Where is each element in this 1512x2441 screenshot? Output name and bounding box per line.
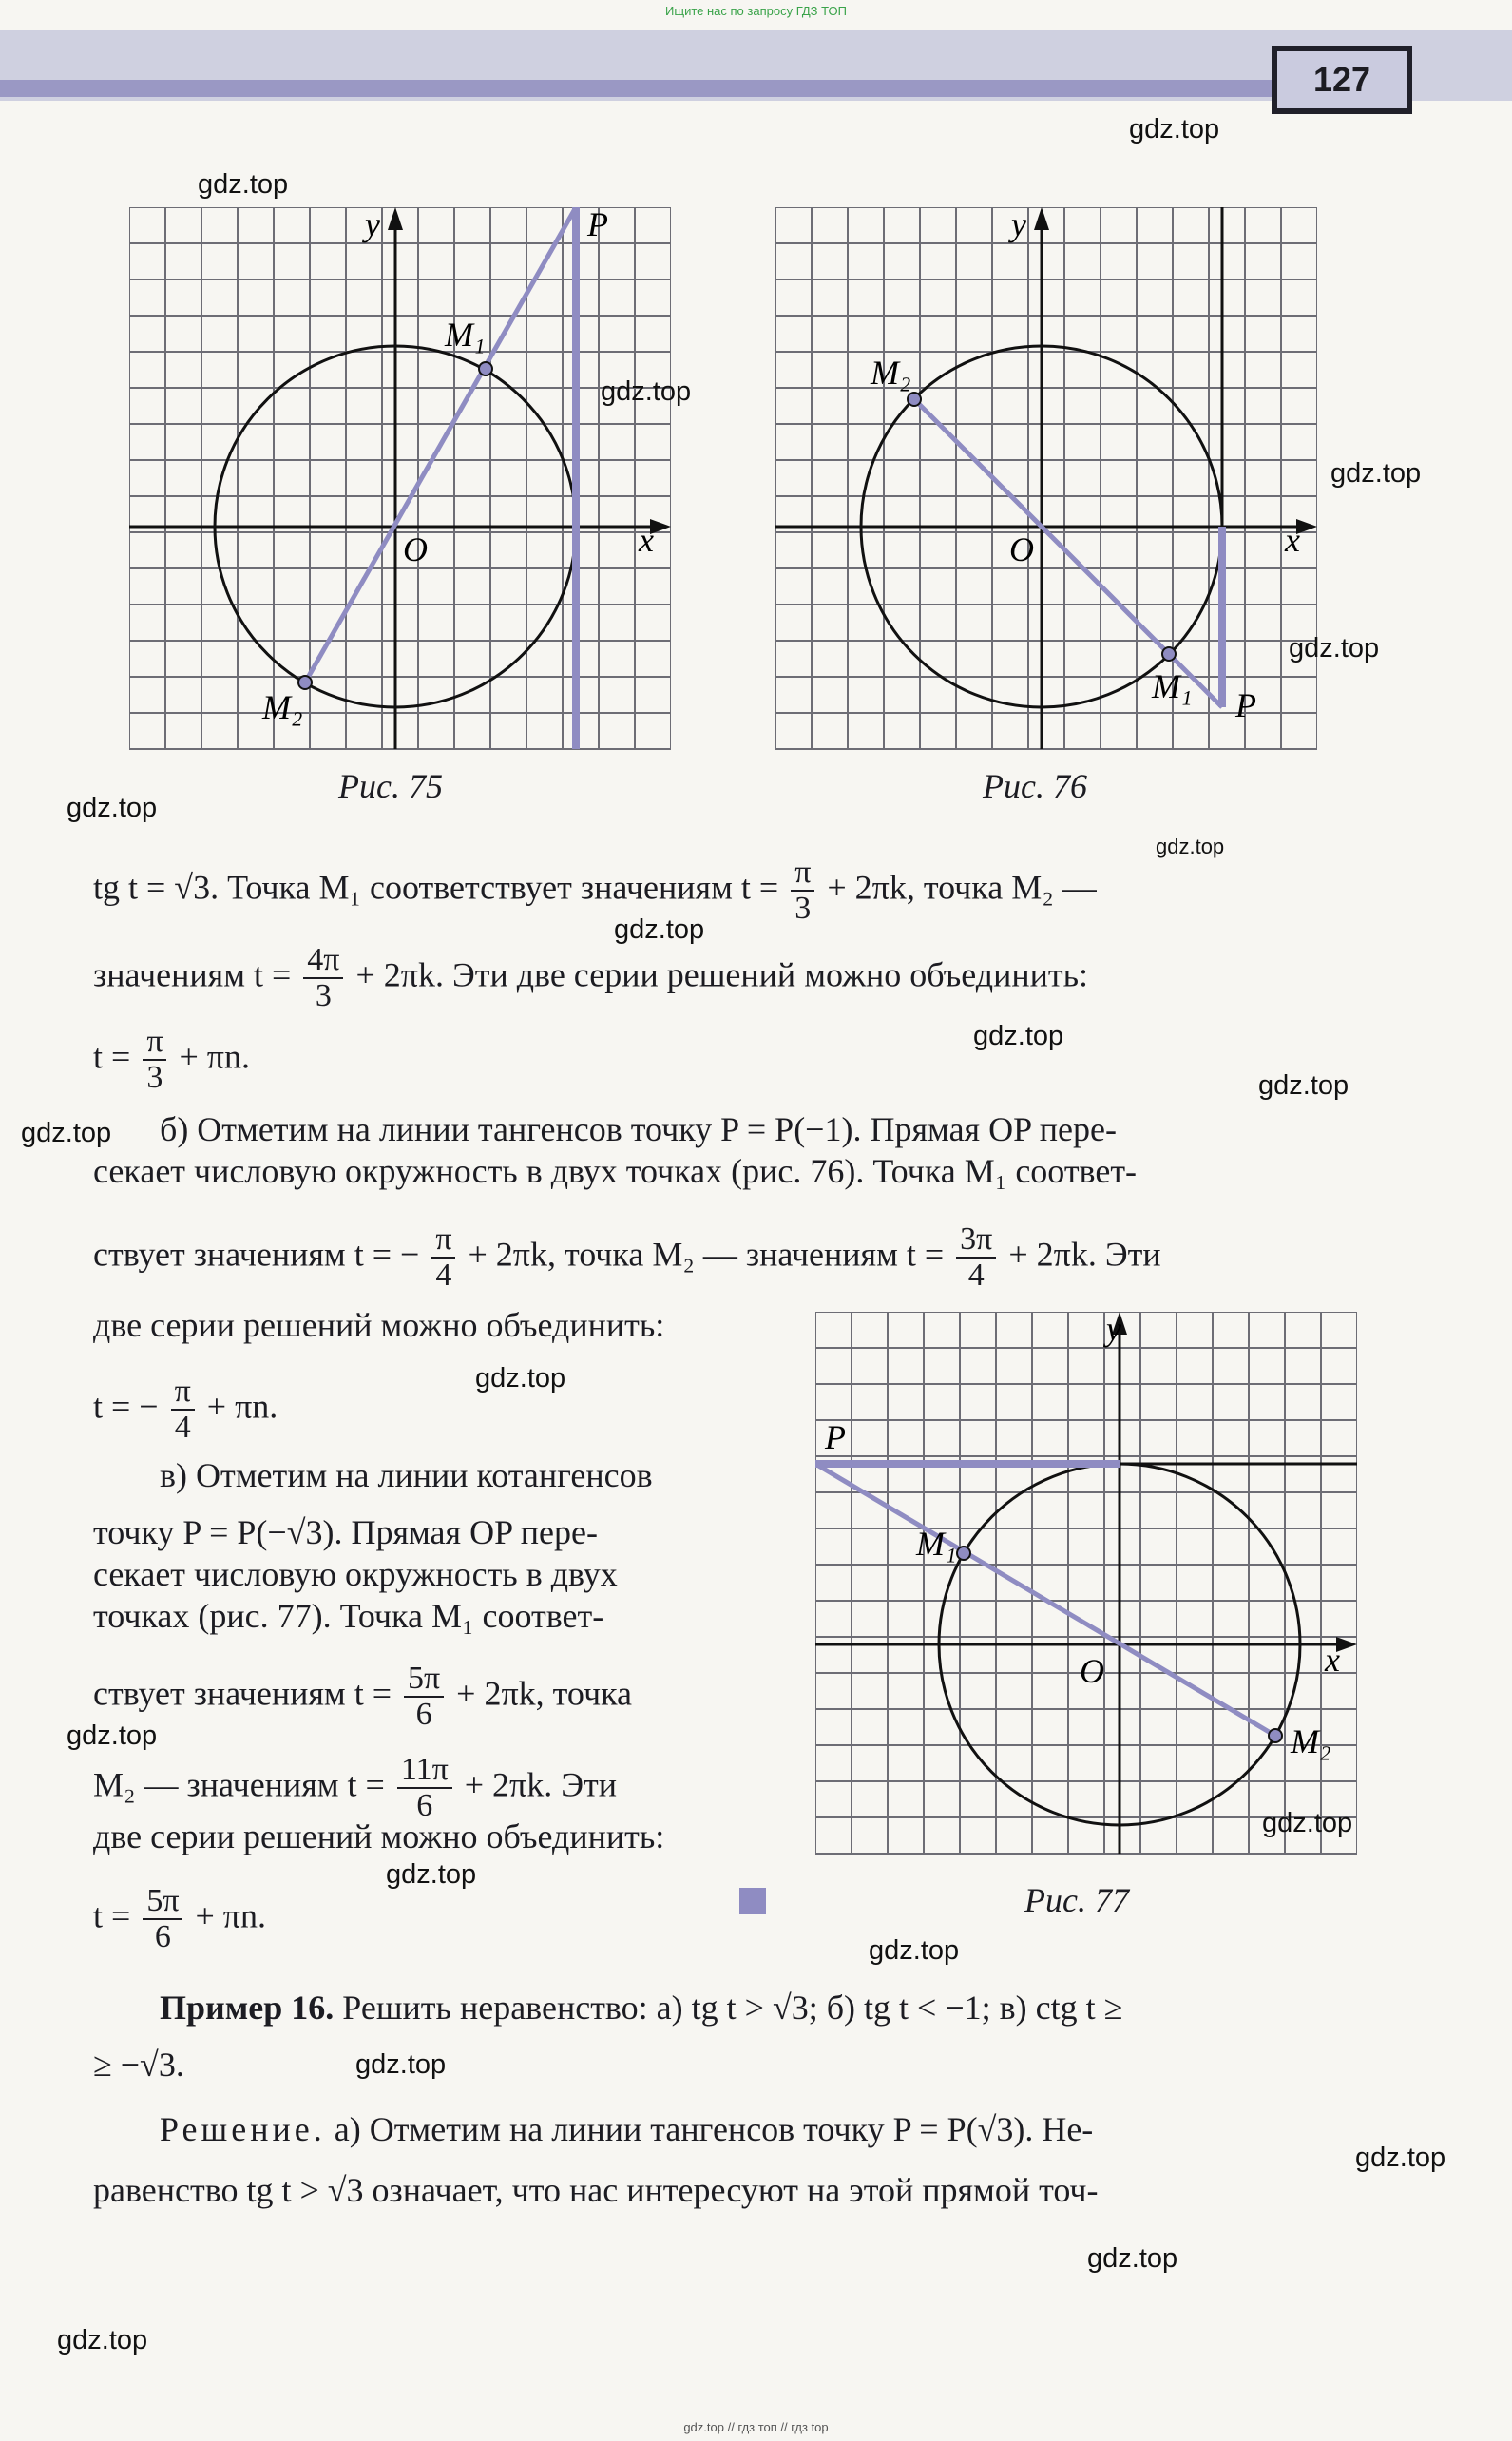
figure-77 bbox=[815, 1312, 1357, 1863]
solution-line-2: равенство tg t > √3 означает, что нас интересуют на этой прямой точ- bbox=[93, 2171, 1099, 2209]
text-line-13: ствует значениям t = $\frac{5\pi}{6}$ + 2πk, точка bbox=[93, 1661, 633, 1732]
watermark: gdz.top bbox=[614, 914, 705, 945]
text-line-15: две серии решений можно объединить: bbox=[93, 1817, 665, 1855]
watermark: gdz.top bbox=[1129, 114, 1220, 144]
watermark: gdz.top bbox=[973, 1021, 1064, 1051]
text-line-5: секает числовую окружность в двух точках (рис. 76). Точка M₁ соответ- bbox=[93, 1152, 1138, 1190]
x-label: x bbox=[1285, 521, 1300, 559]
grid bbox=[815, 1312, 1357, 1854]
text-line-4: б) Отметим на линии тангенсов точку P = P(−1). Прямая OP пере- bbox=[160, 1110, 1117, 1148]
header-stripe bbox=[0, 80, 1292, 97]
text-line-6: ствует значениям t = − $\frac{\pi}{4}$ + 2πk, точка M₂ — значениям t = $\frac{3\pi}{4}$ + 2πk. Эти bbox=[93, 1221, 1161, 1293]
text-line-9: в) Отметим на линии котангенсов bbox=[160, 1456, 653, 1494]
caption-fig-75: Рис. 75 bbox=[338, 767, 443, 805]
point-m1 bbox=[479, 362, 492, 375]
y-label: y bbox=[1106, 1312, 1121, 1348]
footer: gdz.top // гдз топ // гдз top bbox=[683, 2420, 829, 2434]
text-line-8: t = − $\frac{\pi}{4}$ + πn. bbox=[93, 1374, 278, 1445]
fraction: $\frac{3\pi}{4}$ bbox=[956, 1222, 996, 1293]
text-line-3: t = $\frac{\pi}{3}$ + πn. bbox=[93, 1024, 250, 1095]
watermark: gdz.top bbox=[1289, 633, 1380, 663]
origin-label: O bbox=[1009, 530, 1034, 568]
watermark: gdz.top bbox=[67, 793, 158, 823]
m2-label: M₂ bbox=[1291, 1722, 1331, 1760]
text-line-11: секает числовую окружность в двух bbox=[93, 1555, 618, 1593]
caption-fig-76: Рис. 76 bbox=[983, 767, 1087, 805]
fraction: $\frac{11\pi}{6}$ bbox=[397, 1753, 452, 1823]
fraction: $\frac{5\pi}{6}$ bbox=[143, 1884, 182, 1954]
text-line-16: t = $\frac{5\pi}{6}$ + πn. bbox=[93, 1883, 266, 1954]
m1-label: M₁ bbox=[1152, 667, 1193, 705]
point-m2 bbox=[908, 393, 921, 406]
page-number: 127 bbox=[1272, 46, 1412, 114]
y-label: y bbox=[365, 207, 380, 243]
watermark: gdz.top bbox=[1156, 835, 1225, 858]
p-label: P bbox=[587, 207, 608, 243]
op-line bbox=[914, 399, 1222, 707]
y-arrow bbox=[1034, 207, 1049, 230]
x-label: x bbox=[639, 521, 654, 559]
watermark: gdz.top bbox=[1355, 2143, 1446, 2173]
watermark: gdz.top bbox=[1262, 1808, 1353, 1838]
point-m2 bbox=[1269, 1729, 1282, 1742]
x-label: x bbox=[1325, 1641, 1340, 1679]
p-label: P bbox=[1235, 686, 1256, 724]
text-line-10: точку P = P(−√3). Прямая OP пере- bbox=[93, 1513, 598, 1551]
grid bbox=[775, 207, 1317, 749]
m1-label: M₁ bbox=[445, 316, 486, 354]
text-line-14: M₂ — значениям t = $\frac{11\pi}{6}$ + 2πk. Эти bbox=[93, 1752, 617, 1823]
y-arrow bbox=[388, 207, 403, 230]
m2-label: M₂ bbox=[871, 354, 911, 392]
point-m1 bbox=[957, 1547, 970, 1560]
top-note: Ищите нас по запросу ГДЗ ТОП bbox=[665, 4, 847, 18]
watermark: gdz.top bbox=[21, 1118, 112, 1148]
caption-fig-77: Рис. 77 bbox=[1024, 1881, 1129, 1919]
fraction: $\frac{\pi}{3}$ bbox=[791, 855, 814, 926]
figure-76 bbox=[775, 207, 1317, 759]
watermark: gdz.top bbox=[475, 1363, 566, 1393]
watermark: gdz.top bbox=[1258, 1070, 1349, 1101]
watermark: gdz.top bbox=[67, 1720, 158, 1751]
figure-75 bbox=[129, 207, 671, 759]
watermark: gdz.top bbox=[1087, 2243, 1178, 2274]
y-label: y bbox=[1011, 207, 1026, 243]
text-line-1: tg t = √3. Точка M₁ соответствует значениям t = $\frac{\pi}{3}$ + 2πk, точка M₂ — bbox=[93, 855, 1097, 926]
point-m1 bbox=[1162, 647, 1176, 661]
origin-label: O bbox=[403, 530, 428, 568]
text-line-12: точках (рис. 77). Точка M₁ соответ- bbox=[93, 1597, 604, 1635]
watermark: gdz.top bbox=[355, 2049, 447, 2080]
watermark: gdz.top bbox=[386, 1859, 477, 1890]
fraction: $\frac{\pi}{4}$ bbox=[431, 1222, 455, 1293]
fraction: $\frac{4\pi}{3}$ bbox=[303, 943, 343, 1013]
watermark: gdz.top bbox=[57, 2325, 148, 2355]
p-label: P bbox=[825, 1418, 846, 1456]
watermark: gdz.top bbox=[869, 1935, 960, 1966]
fraction: $\frac{5\pi}{6}$ bbox=[404, 1662, 444, 1732]
origin-label: O bbox=[1080, 1652, 1104, 1690]
solution-line-1: Решение. а) Отметим на линии тангенсов точку P = P(√3). Не- bbox=[160, 2110, 1094, 2148]
example-16: Пример 16. Решить неравенство: а) tg t > √3; б) tg t < −1; в) ctg t ≥ bbox=[160, 1989, 1123, 2027]
grid bbox=[129, 207, 671, 749]
fraction: $\frac{\pi}{3}$ bbox=[143, 1025, 166, 1095]
watermark: gdz.top bbox=[198, 169, 289, 200]
point-m2 bbox=[298, 676, 312, 689]
watermark: gdz.top bbox=[601, 376, 692, 407]
text-line-7: две серии решений можно объединить: bbox=[93, 1306, 665, 1344]
m1-label: M₁ bbox=[916, 1525, 957, 1563]
end-of-solution-mark bbox=[739, 1888, 766, 1914]
watermark: gdz.top bbox=[1330, 458, 1422, 489]
text-line-2: значениям t = $\frac{4\pi}{3}$ + 2πk. Эти две серии решений можно объединить: bbox=[93, 942, 1089, 1013]
m2-label: M₂ bbox=[262, 688, 303, 726]
example-16-cont: ≥ −√3. bbox=[93, 2046, 184, 2084]
fraction: $\frac{\pi}{4}$ bbox=[171, 1374, 195, 1445]
